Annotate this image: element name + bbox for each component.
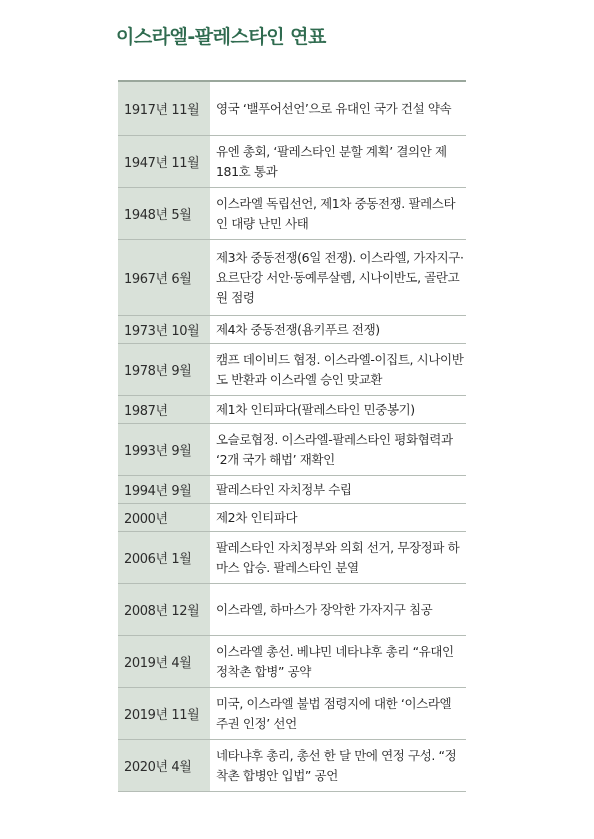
timeline-event: 제2차 인티파다 (216, 509, 298, 525)
timeline-row (118, 316, 466, 344)
timeline-event: 오슬로협정. 이스라엘-팔레스타인 평화협력과 ‘2개 국가 해법’ 재확인 (216, 431, 453, 467)
timeline-row (118, 188, 466, 240)
timeline-year: 1978년 9월 (118, 344, 210, 395)
timeline-row (118, 82, 466, 136)
timeline-row (118, 504, 466, 532)
timeline-row (118, 240, 466, 316)
timeline-row (118, 584, 466, 636)
timeline-event: 영국 ‘밸푸어선언’으로 유대인 국가 건설 약속 (216, 100, 452, 116)
timeline-year: 2006년 1월 (118, 532, 210, 583)
timeline-row (118, 136, 466, 188)
timeline-year: 1973년 10월 (118, 316, 210, 343)
timeline-year: 1987년 (118, 396, 210, 423)
timeline-event: 제1차 인티파다(팔레스타인 민중봉기) (216, 401, 415, 417)
timeline-row (118, 424, 466, 476)
timeline-year: 1993년 9월 (118, 424, 210, 475)
timeline-row (118, 532, 466, 584)
timeline-row (118, 636, 466, 688)
timeline-row (118, 476, 466, 504)
timeline-year: 2019년 4월 (118, 636, 210, 687)
timeline-event: 이스라엘 총선. 베냐민 네타냐후 총리 “유대인 정착촌 합병” 공약 (216, 643, 454, 679)
timeline-event: 미국, 이스라엘 불법 점령지에 대한 ‘이스라엘 주권 인정’ 선언 (216, 695, 452, 731)
timeline-row (118, 344, 466, 396)
timeline-table (118, 80, 466, 792)
timeline-event: 팔레스타인 자치정부와 의회 선거, 무장정파 하마스 압승. 팔레스타인 분열 (216, 539, 460, 575)
timeline-year: 1947년 11월 (118, 136, 210, 187)
timeline-row (118, 740, 466, 792)
timeline-event: 제4차 중동전쟁(욤키푸르 전쟁) (216, 321, 380, 337)
timeline-year: 1948년 5월 (118, 188, 210, 239)
timeline-year: 1994년 9월 (118, 476, 210, 503)
timeline-event: 이스라엘, 하마스가 장악한 가자지구 침공 (216, 601, 433, 617)
timeline-event: 제3차 중동전쟁(6일 전쟁). 이스라엘, 가자지구·요르단강 서안·동예루살렘, 시나이반도, 골란고원 점령 (216, 249, 464, 305)
timeline-event: 팔레스타인 자치정부 수립 (216, 481, 352, 497)
timeline-year: 2019년 11월 (118, 688, 210, 739)
timeline-year: 2008년 12월 (118, 584, 210, 635)
timeline-year: 2000년 (118, 504, 210, 531)
timeline-row (118, 396, 466, 424)
timeline-year: 1917년 11월 (118, 82, 210, 135)
timeline-year: 2020년 4월 (118, 740, 210, 791)
timeline-event: 이스라엘 독립선언, 제1차 중동전쟁. 팔레스타인 대량 난민 사태 (216, 195, 456, 231)
timeline-row (118, 688, 466, 740)
timeline-year: 1967년 6월 (118, 240, 210, 315)
timeline-event: 유엔 총회, ‘팔레스타인 분할 계획’ 결의안 제181호 통과 (216, 143, 447, 179)
timeline-event: 네타냐후 총리, 총선 한 달 만에 연정 구성. “정착촌 합병안 입법” 공언 (216, 747, 457, 783)
timeline-event: 캠프 데이비드 협정. 이스라엘-이집트, 시나이반도 반환과 이스라엘 승인 맞교환 (216, 351, 464, 387)
page-title: 이스라엘-팔레스타인 연표 (116, 26, 326, 48)
